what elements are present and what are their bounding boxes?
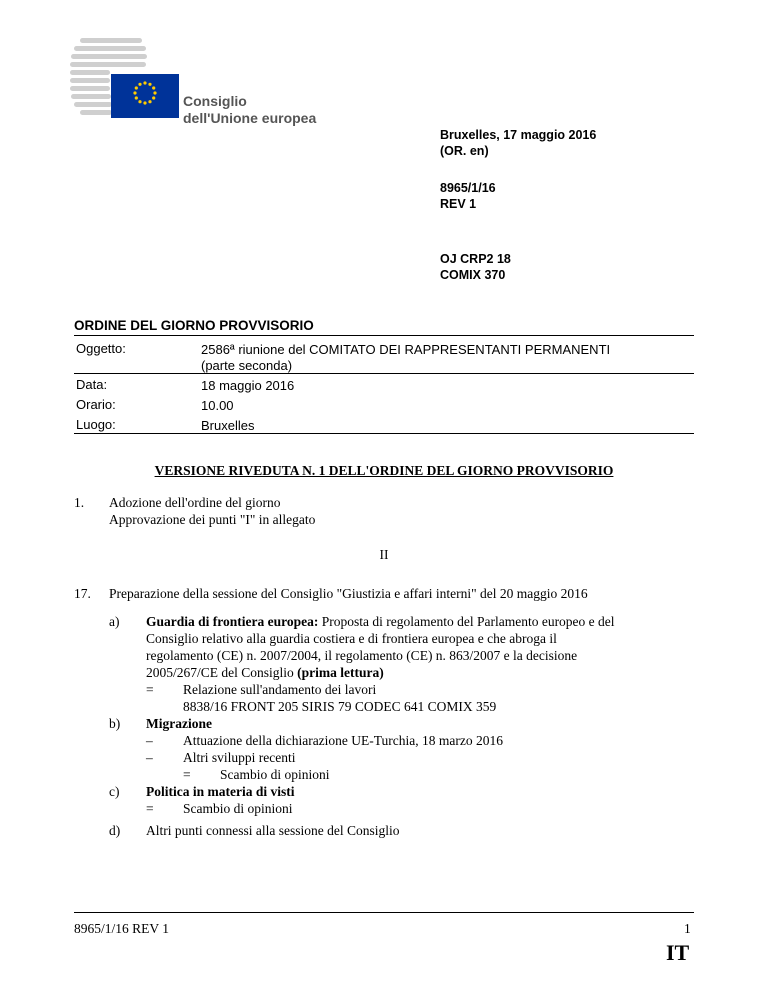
date-label: Data: <box>76 377 108 392</box>
dash-marker: – <box>146 733 153 748</box>
doc-number: 8965/1/16 <box>440 181 496 195</box>
item-number: 1. <box>74 495 85 510</box>
subitem-a-line4 <box>146 664 384 681</box>
subitem-b-item2: Altri sviluppi recenti <box>183 750 296 765</box>
equals-marker: = <box>146 801 154 816</box>
council-building-icon <box>70 36 180 124</box>
place-value: Bruxelles <box>201 418 255 433</box>
subject-value-2: (parte seconda) <box>201 358 293 373</box>
equals-marker: = <box>146 682 154 697</box>
subitem-a-sub1: Relazione sull'andamento dei lavori <box>183 682 377 697</box>
revised-title: VERSIONE RIVEDUTA N. 1 DELL'ORDINE DEL GIORNO PROVVISORIO <box>154 463 614 478</box>
subitem-label: d) <box>109 823 121 838</box>
org-name-line2: dell'Unione europea <box>183 110 317 126</box>
divider <box>74 335 694 336</box>
date-value: 18 maggio 2016 <box>201 378 295 393</box>
language-code: IT <box>666 940 690 965</box>
doc-code-1: OJ CRP2 18 <box>440 252 511 266</box>
divider <box>74 433 694 434</box>
subitem-d-text: Altri punti connessi alla sessione del Consiglio <box>146 823 400 838</box>
council-logo <box>70 36 180 124</box>
subject-value-1: 2586ª riunione del COMITATO DEI RAPPRESENTANTI PERMANENTI <box>201 342 611 357</box>
item1-line1: Adozione dell'ordine del giorno <box>109 495 281 510</box>
subitem-b-title: Migrazione <box>146 716 212 731</box>
time-value: 10.00 <box>201 398 234 413</box>
item-number: 17. <box>74 586 91 601</box>
subitem-label: c) <box>109 784 120 799</box>
subitem-a-line1 <box>146 613 615 630</box>
subitem-a-reading: (prima lettura) <box>297 665 384 680</box>
subitem-label: a) <box>109 614 120 629</box>
doc-code-2: COMIX 370 <box>440 268 506 282</box>
place-label: Luogo: <box>76 417 116 432</box>
subitem-b-item1: Attuazione della dichiarazione UE-Turchia, 18 marzo 2016 <box>183 733 504 748</box>
item17-text: Preparazione della sessione del Consiglio "Giustizia e affari interni" del 20 maggio 2016 <box>109 586 588 601</box>
divider <box>74 373 694 374</box>
subitem-a-line3: regolamento (CE) n. 2007/2004, il regolamento (CE) n. 863/2007 e la decisione <box>146 648 578 663</box>
equals-marker: = <box>183 767 191 782</box>
dash-marker: – <box>146 750 153 765</box>
subitem-b-sub: Scambio di opinioni <box>220 767 330 782</box>
revision: REV 1 <box>440 197 477 211</box>
section-heading: II <box>379 547 389 562</box>
subitem-c-sub: Scambio di opinioni <box>183 801 293 816</box>
subitem-a-title: Guardia di frontiera europea: <box>146 614 319 629</box>
footer-divider <box>74 912 694 913</box>
subject-label: Oggetto: <box>76 341 126 356</box>
subitem-a-sub2: 8838/16 FRONT 205 SIRIS 79 CODEC 641 COMIX 359 <box>183 699 497 714</box>
page-number: 1 <box>684 921 691 936</box>
org-name-line1: Consiglio <box>183 93 247 109</box>
subitem-label: b) <box>109 716 121 731</box>
agenda-title: ORDINE DEL GIORNO PROVVISORIO <box>74 318 314 333</box>
subitem-a-line2: Consiglio relativo alla guardia costiera e di frontiera europea e che abroga il <box>146 631 557 646</box>
subitem-a-text: Proposta di regolamento del Parlamento europeo e del <box>318 614 615 629</box>
item1-line2: Approvazione dei punti "I" in allegato <box>109 512 316 527</box>
footer-doc-ref: 8965/1/16 REV 1 <box>74 921 170 936</box>
time-label: Orario: <box>76 397 116 412</box>
subitem-a-line4-text: 2005/267/CE del Consiglio <box>146 665 298 680</box>
place-date: Bruxelles, 17 maggio 2016 <box>440 128 597 142</box>
subitem-c-title: Politica in materia di visti <box>146 784 295 799</box>
original-language: (OR. en) <box>440 144 489 158</box>
